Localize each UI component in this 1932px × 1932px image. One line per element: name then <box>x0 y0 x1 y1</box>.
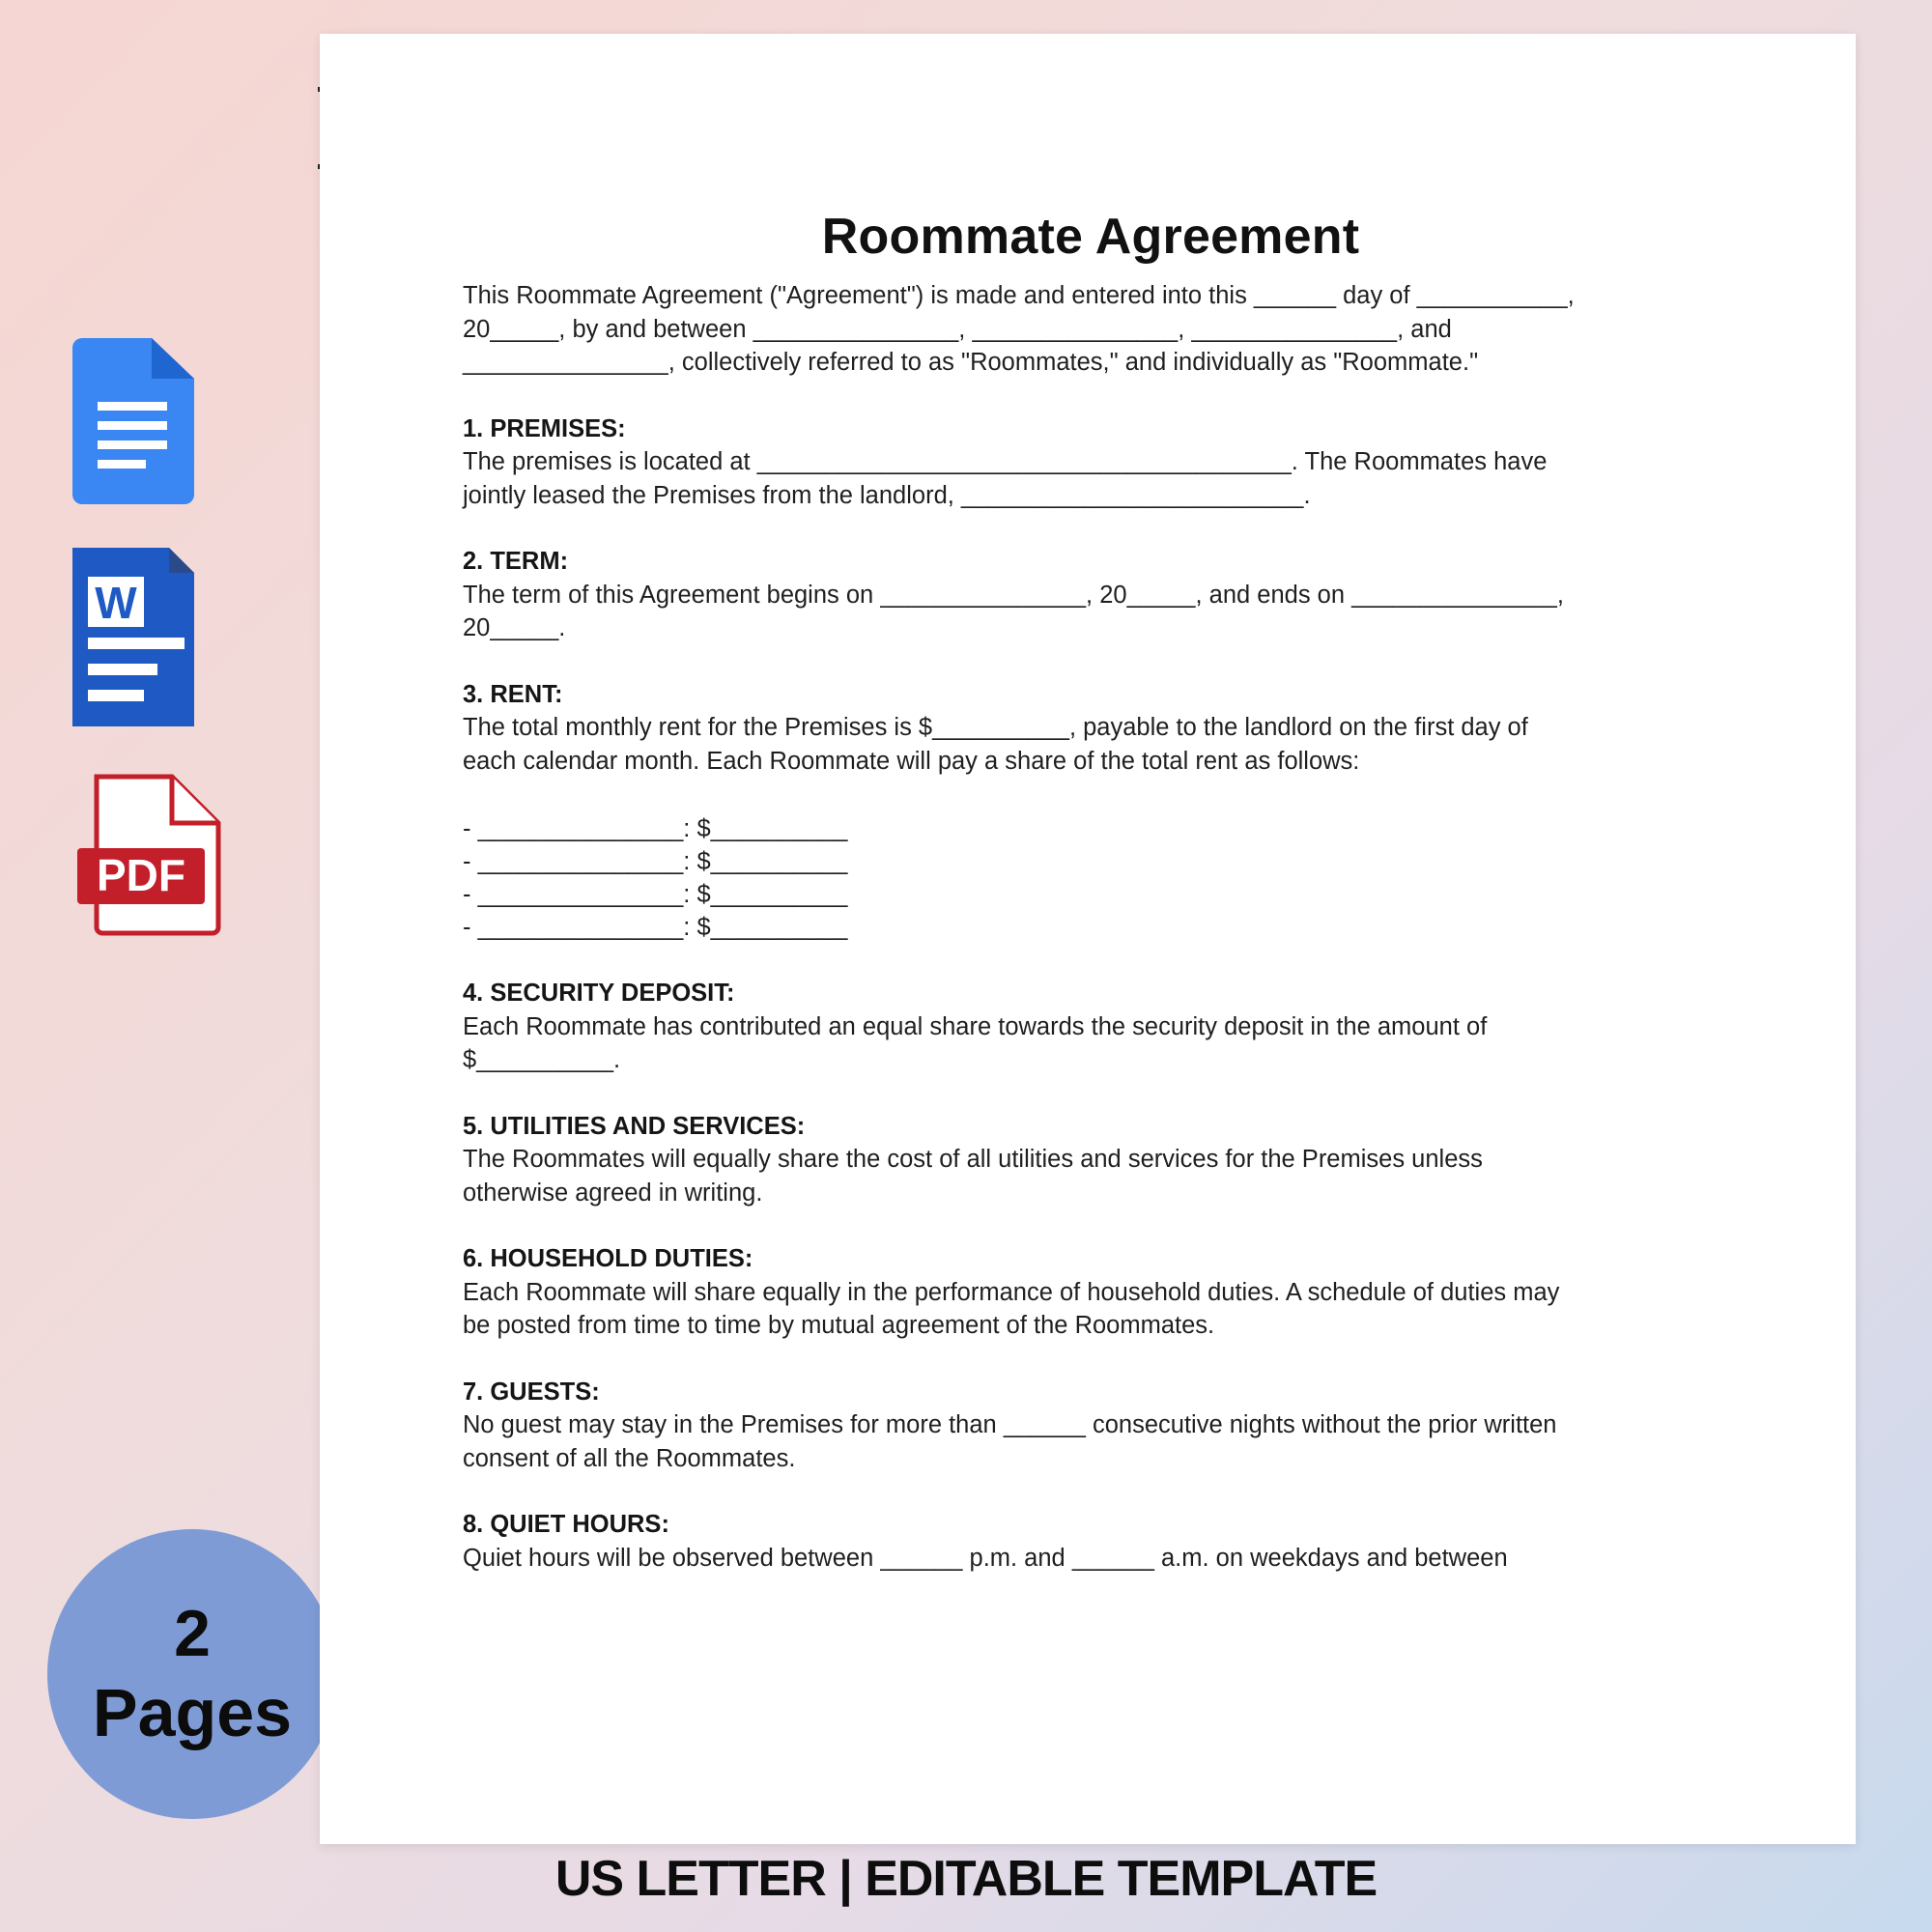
section-heading: 1. PREMISES: <box>463 414 626 442</box>
section-line: Each Roommate has contributed an equal share towards the security deposit in the amount of <box>463 1012 1488 1040</box>
word-icon <box>72 548 194 726</box>
section-utilities <box>463 1110 1719 1210</box>
section-quiet-hours <box>463 1508 1719 1575</box>
section-line: each calendar month. Each Roommate will pay a share of the total rent as follows: <box>463 747 1360 775</box>
intro-line: 20_____, by and between _______________, _______________, _______________, and <box>463 315 1452 343</box>
rent-share-list <box>463 812 1719 944</box>
section-line: No guest may stay in the Premises for more than ______ consecutive nights without the prior written <box>463 1411 1557 1438</box>
section-heading: 2. TERM: <box>463 548 569 575</box>
section-term <box>463 545 1719 645</box>
section-security-deposit <box>463 977 1719 1077</box>
section-line: be posted from time to time by mutual agreement of the Roommates. <box>463 1312 1215 1339</box>
section-heading: 5. UTILITIES AND SERVICES: <box>463 1112 806 1140</box>
section-line: Each Roommate will share equally in the performance of household duties. A schedule of duties may <box>463 1278 1560 1306</box>
rent-share-line: - _______________: $__________ <box>463 848 848 875</box>
section-line: $__________. <box>463 1046 621 1073</box>
pages-count: 2 <box>174 1597 211 1671</box>
document-body <box>463 208 1719 1575</box>
section-line: Quiet hours will be observed between ______ p.m. and ______ a.m. on weekdays and between <box>463 1544 1508 1572</box>
word-letter: W <box>95 578 137 628</box>
section-line: The term of this Agreement begins on _______________, 20_____, and ends on _______________, <box>463 581 1564 609</box>
section-line: The total monthly rent for the Premises is $__________, payable to the landlord on the first day of <box>463 714 1528 741</box>
section-line: 20_____. <box>463 614 566 641</box>
pages-badge <box>47 1529 337 1819</box>
intro-line: _______________, collectively referred to as "Roommates," and individually as "Roommate." <box>463 349 1479 376</box>
google-docs-icon <box>72 338 194 504</box>
section-heading: 8. QUIET HOURS: <box>463 1511 669 1538</box>
section-household-duties <box>463 1242 1719 1343</box>
section-rent <box>463 678 1719 945</box>
section-line: consent of all the Roommates. <box>463 1444 796 1472</box>
section-heading: 7. GUESTS: <box>463 1378 600 1406</box>
section-line: The Roommates will equally share the cost of all utilities and services for the Premises unless <box>463 1146 1483 1173</box>
pdf-icon <box>75 773 222 937</box>
section-heading: 3. RENT: <box>463 680 563 708</box>
section-line: otherwise agreed in writing. <box>463 1179 763 1207</box>
rent-share-line: - _______________: $__________ <box>463 881 848 908</box>
section-heading: 6. HOUSEHOLD DUTIES: <box>463 1245 753 1272</box>
rent-share-line: - _______________: $__________ <box>463 815 848 842</box>
intro-line: This Roommate Agreement ("Agreement") is made and entered into this ______ day of ___________, <box>463 282 1575 309</box>
section-premises <box>463 412 1719 513</box>
section-line: jointly leased the Premises from the landlord, _________________________. <box>463 481 1311 509</box>
section-heading: 4. SECURITY DEPOSIT: <box>463 980 735 1007</box>
section-line: The premises is located at _______________________________________. The Roommates have <box>463 448 1548 475</box>
rent-share-line: - _______________: $__________ <box>463 914 848 941</box>
document-title: Roommate Agreement <box>821 209 1360 265</box>
pages-label: Pages <box>92 1674 293 1750</box>
intro-paragraph <box>463 279 1719 380</box>
section-guests <box>463 1376 1719 1476</box>
footer-caption: US LETTER | EDITABLE TEMPLATE <box>554 1851 1378 1907</box>
pdf-label: PDF <box>97 850 185 900</box>
